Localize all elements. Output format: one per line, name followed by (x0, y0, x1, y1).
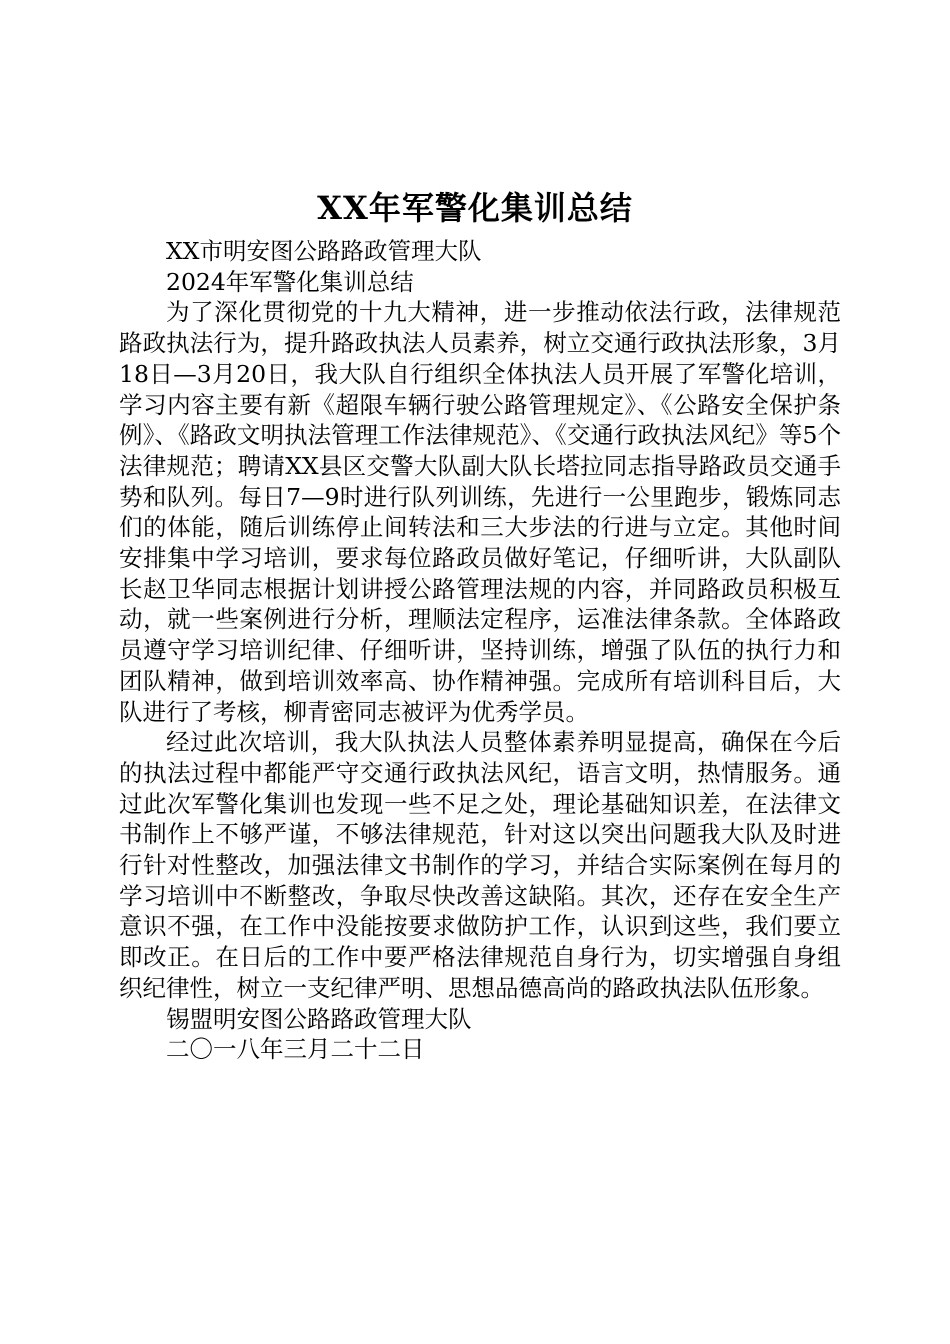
paragraph-results: 经过此次培训，我大队执法人员整体素养明显提高，确保在今后的执法过程中都能严守交通行政执法风纪，语言文明，热情服务。通过此次军警化集训也发现一些不足之处，理论基础知识差，在法律文书制作上不够严谨，不够法律规范，针对这以突出问题我大队及时进行针对性整改，加强法律文书制作的学习，并结合实际案例在每月的学习培训中不断整改，争取尽快改善这缺陷。其次，还存在安全生产意识不强，在工作中没能按要求做防护工作，认识到这些，我们要立即改正。在日后的工作中要严格法律规范自身行为，切实增强自身组织纪律性，树立一支纪律严明、思想品德高尚的路政执法队伍形象。 (119, 728, 841, 1002)
date-line: 二〇一八年三月二十二日 (166, 1035, 425, 1064)
paragraph-training: 为了深化贯彻党的十九大精神，进一步推动依法行政，法律规范路政执法行为，提升路政执法人员素养，树立交通行政执法形象，3月18日—3月20日，我大队自行组织全体执法人员开展了军警化培训，学习内容主要有新《超限车辆行驶公路管理规定》、《公路安全保护条例》、《路政文明执法管理工作法律规范》、《交通行政执法风纪》等5个法律规范；聘请XX县区交警大队副大队长塔拉同志指导路政员交通手势和队列。每日7—9时进行队列训练，先进行一公里跑步，锻炼同志们的体能，随后训练停止间转法和三大步法的行进与立定。其他时间安排集中学习培训，要求每位路政员做好笔记，仔细听讲，大队副队长赵卫华同志根据计划讲授公路管理法规的内容，并同路政员积极互动，就一些案例进行分析，理顺法定程序，运准法律条款。全体路政员遵守学习培训纪律、仔细听讲，坚持训练，增强了队伍的执行力和团队精神，做到培训效率高、协作精神强。完成所有培训科目后，大队进行了考核，柳青密同志被评为优秀学员。 (119, 298, 841, 726)
signature-line: 锡盟明安图公路路政管理大队 (166, 1004, 472, 1033)
subtitle-line: 2024年军警化集训总结 (166, 267, 414, 296)
document-title: XX年军警化集训总结 (317, 189, 633, 227)
document-body (119, 236, 841, 1065)
organization-line: XX市明安图公路路政管理大队 (166, 237, 482, 265)
